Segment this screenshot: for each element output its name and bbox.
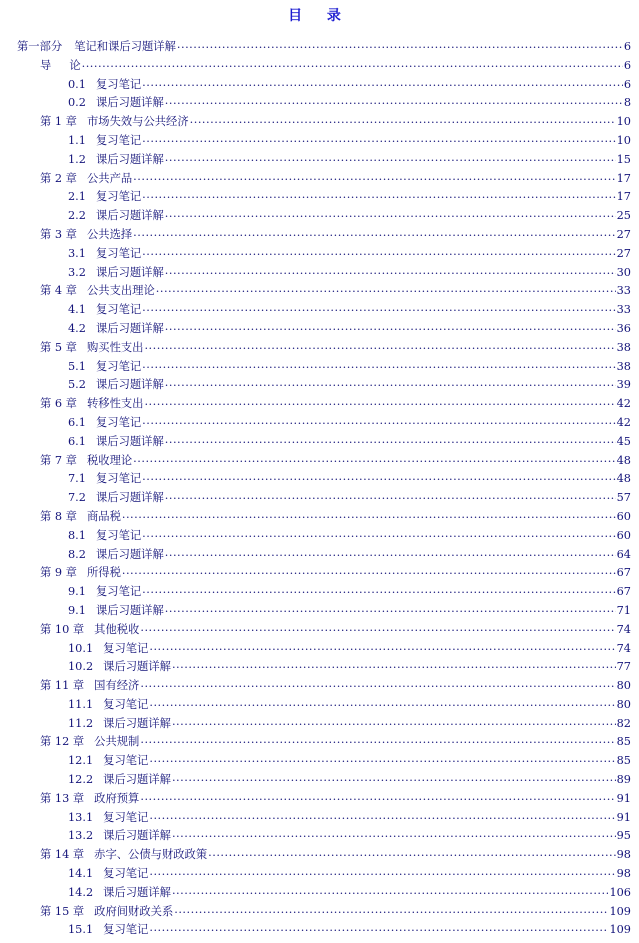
toc-entry-page-number: 33 (616, 303, 631, 317)
toc-entry-page-number: 85 (616, 754, 631, 768)
toc-entry-number: 4.2 (68, 321, 86, 335)
toc-entry-page-number: 17 (616, 171, 631, 185)
toc-entry-page-number: 39 (616, 378, 631, 392)
toc-entry-page-number: 10 (616, 133, 631, 147)
toc-entry-page-number: 6 (623, 77, 631, 91)
toc-entry-number: 2.2 (68, 209, 86, 223)
toc-entry-title: 课后习题详解 (103, 885, 171, 899)
toc-dot-leader (165, 374, 616, 393)
toc-dot-leader (142, 74, 623, 93)
toc-dot-leader (140, 619, 615, 638)
toc-entry-title: 购买性支出 (86, 340, 144, 354)
toc-entry-title: 课后习题详解 (95, 96, 164, 110)
toc-entry-page-number: 48 (616, 472, 631, 486)
toc-dot-leader (142, 186, 615, 205)
toc-entry-title: 复习笔记 (103, 867, 149, 881)
toc-entry-title: 复习笔记 (95, 472, 142, 486)
toc-entry-page-number: 80 (616, 679, 631, 693)
toc-entry-page-number: 8 (623, 96, 631, 110)
toc-entry-title: 公共选择 (86, 227, 133, 241)
toc-entry-title: 复习笔记 (103, 923, 149, 937)
toc-dot-leader (149, 863, 615, 882)
toc-entry-title: 复习笔记 (95, 246, 142, 260)
toc-section-entry[interactable] (0, 921, 639, 940)
toc-dot-leader (142, 525, 615, 544)
page-title: 目 录 (288, 8, 351, 24)
toc-entry-number: 第 8 章 (40, 509, 77, 523)
toc-entry-title: 课后习题详解 (103, 660, 171, 674)
toc-dot-leader (165, 205, 616, 224)
toc-entry-page-number: 57 (616, 491, 631, 505)
toc-entry-number: 8.2 (68, 547, 86, 561)
toc-entry-title: 复习笔记 (95, 359, 142, 373)
toc-dot-leader (140, 675, 615, 694)
toc-entry-number: 13.2 (68, 829, 94, 843)
toc-entry-page-number: 6 (623, 58, 631, 72)
toc-entry-page-number: 60 (616, 509, 631, 523)
toc-entry-title: 课后习题详解 (95, 491, 164, 505)
toc-entry-number: 第 11 章 (40, 679, 85, 693)
toc-dot-leader (142, 356, 615, 375)
toc-entry-page-number: 80 (616, 697, 631, 711)
toc-dot-leader (165, 149, 616, 168)
toc-entry-number: 第 12 章 (40, 735, 85, 749)
toc-dot-leader (165, 318, 616, 337)
toc-entry-number: 第 6 章 (40, 397, 77, 411)
toc-entry-number: 15.1 (68, 923, 94, 937)
toc-entry-number: 2.1 (68, 190, 86, 204)
toc-entry-page-number: 82 (616, 716, 631, 730)
toc-entry-page-number: 85 (616, 735, 631, 749)
toc-entry-number: 6.1 (68, 415, 86, 429)
toc-entry-page-number: 10 (616, 115, 631, 129)
toc-entry-page-number: 74 (616, 622, 631, 636)
toc-entry-number: 9.1 (68, 603, 86, 617)
toc-dot-leader (144, 393, 615, 412)
toc-entry-page-number: 109 (609, 904, 631, 918)
toc-entry-title: 市场失效与公共经济 (86, 115, 189, 129)
toc-entry-number: 13.1 (68, 810, 94, 824)
toc-dot-leader (122, 562, 616, 581)
toc-entry-number: 12.1 (68, 754, 94, 768)
toc-entry-page-number: 27 (616, 246, 631, 260)
toc-entry-number: 第 7 章 (40, 453, 77, 467)
toc-dot-leader (165, 487, 616, 506)
toc-dot-leader (142, 581, 615, 600)
toc-entry-number: 5.2 (68, 378, 86, 392)
toc-entry-page-number: 67 (616, 566, 631, 580)
toc-entry-page-number: 33 (616, 284, 631, 298)
toc-entry-page-number: 109 (609, 923, 631, 937)
toc-entry-page-number: 48 (616, 453, 631, 467)
toc-dot-leader (165, 600, 616, 619)
toc-dot-leader (122, 506, 616, 525)
toc-entry-number: 导 (40, 58, 52, 72)
toc-entry-number: 11.1 (68, 697, 94, 711)
toc-dot-leader (133, 224, 615, 243)
toc-entry-number: 第 5 章 (40, 340, 77, 354)
toc-entry-title: 复习笔记 (103, 697, 149, 711)
toc-entry-number: 10.2 (68, 660, 94, 674)
toc-entry-title: 课后习题详解 (103, 716, 171, 730)
toc-entry-page-number: 77 (616, 660, 631, 674)
toc-dot-leader (82, 55, 623, 74)
toc-entry-title: 复习笔记 (95, 303, 142, 317)
toc-dot-leader (165, 544, 616, 563)
toc-dot-leader (177, 36, 623, 55)
toc-entry-line (68, 921, 631, 940)
toc-entry-page-number: 38 (616, 340, 631, 354)
toc-entry-page-number: 91 (616, 810, 631, 824)
toc-entry-number: 8.1 (68, 528, 86, 542)
toc-dot-leader (133, 450, 615, 469)
toc-entry-title: 复习笔记 (103, 641, 149, 655)
toc-entry-title: 笔记和课后习题详解 (74, 40, 176, 53)
toc-entry-title: 公共产品 (86, 171, 133, 185)
toc-entry-number: 14.2 (68, 885, 94, 899)
toc-entry-number: 第 9 章 (40, 566, 77, 580)
toc-entry-title: 所得税 (86, 566, 121, 580)
toc-entry-title: 复习笔记 (95, 415, 142, 429)
toc-entry-page-number: 67 (616, 585, 631, 599)
toc-entry-number: 第 10 章 (40, 622, 85, 636)
toc-entry-number: 1.1 (68, 133, 86, 147)
toc-entry-title: 其他税收 (94, 622, 140, 636)
toc-entry-page-number: 74 (616, 641, 631, 655)
toc-entry-page-number: 98 (616, 848, 631, 862)
toc-entry-number: 第 13 章 (40, 791, 85, 805)
toc-entry-title: 政府预算 (94, 791, 140, 805)
toc-entry-page-number: 38 (616, 359, 631, 373)
toc-entry-page-number: 106 (609, 885, 631, 899)
toc-entry-number: 11.2 (68, 716, 94, 730)
toc-entry-number: 14.1 (68, 867, 94, 881)
toc-entry-number: 7.1 (68, 472, 86, 486)
toc-dot-leader (140, 731, 615, 750)
toc-dot-leader (165, 431, 616, 450)
toc-dot-leader (172, 882, 608, 901)
toc-dot-leader (190, 111, 616, 130)
toc-entry-number: 第 15 章 (40, 904, 85, 918)
toc-entry-title: 课后习题详解 (95, 378, 164, 392)
toc-entry-page-number: 64 (616, 547, 631, 561)
toc-entry-title: 赤字、公债与财政政策 (94, 848, 208, 862)
toc-entry-title: 国有经济 (94, 679, 140, 693)
toc-entry-number: 3.1 (68, 246, 86, 260)
toc-entry-title: 课后习题详解 (103, 773, 171, 787)
toc-entry-number: 12.2 (68, 773, 94, 787)
toc-dot-leader (165, 262, 616, 281)
toc-entry-title: 商品税 (86, 509, 121, 523)
toc-entry-title: 课后习题详解 (95, 434, 164, 448)
toc-entry-number: 第 14 章 (40, 848, 85, 862)
toc-entry-page-number: 60 (616, 528, 631, 542)
table-of-contents (0, 38, 639, 940)
toc-dot-leader (172, 713, 616, 732)
toc-dot-leader (142, 468, 615, 487)
toc-entry-title: 转移性支出 (86, 397, 144, 411)
toc-entry-page-number: 15 (616, 152, 631, 166)
toc-entry-number: 3.2 (68, 265, 86, 279)
toc-entry-number: 第 1 章 (40, 115, 77, 129)
toc-entry-title: 政府间财政关系 (94, 904, 174, 918)
toc-entry-page-number: 45 (616, 434, 631, 448)
toc-entry-page-number: 91 (616, 791, 631, 805)
toc-dot-leader (149, 807, 615, 826)
toc-dot-leader (149, 694, 615, 713)
toc-dot-leader (165, 92, 623, 111)
toc-dot-leader (149, 919, 608, 938)
toc-entry-title: 复习笔记 (95, 133, 142, 147)
toc-entry-number: 10.1 (68, 641, 94, 655)
toc-entry-page-number: 95 (616, 829, 631, 843)
toc-entry-page-number: 42 (616, 397, 631, 411)
toc-entry-number: 第一部分 (17, 40, 63, 53)
toc-dot-leader (142, 299, 615, 318)
toc-entry-page-number: 42 (616, 415, 631, 429)
toc-entry-title: 复习笔记 (95, 585, 142, 599)
toc-dot-leader (142, 243, 615, 262)
toc-entry-title: 复习笔记 (95, 190, 142, 204)
toc-entry-title: 论 (69, 58, 81, 72)
toc-entry-title: 税收理论 (86, 453, 133, 467)
toc-entry-number: 第 4 章 (40, 284, 77, 298)
toc-dot-leader (172, 825, 616, 844)
toc-dot-leader (142, 130, 615, 149)
toc-entry-number: 0.1 (68, 77, 86, 91)
toc-dot-leader (133, 168, 615, 187)
toc-entry-page-number: 36 (616, 321, 631, 335)
toc-dot-leader (149, 750, 615, 769)
toc-entry-title: 课后习题详解 (95, 265, 164, 279)
toc-entry-number: 1.2 (68, 152, 86, 166)
toc-dot-leader (149, 638, 615, 657)
toc-entry-number: 第 3 章 (40, 227, 77, 241)
toc-entry-title: 公共支出理论 (86, 284, 155, 298)
toc-entry-number: 9.1 (68, 585, 86, 599)
toc-entry-page-number: 30 (616, 265, 631, 279)
toc-dot-leader (174, 901, 608, 920)
toc-entry-number: 4.1 (68, 303, 86, 317)
toc-dot-leader (144, 337, 615, 356)
toc-entry-title: 课后习题详解 (95, 209, 164, 223)
toc-entry-title: 复习笔记 (95, 77, 142, 91)
toc-dot-leader (142, 412, 615, 431)
toc-entry-title: 课后习题详解 (103, 829, 171, 843)
toc-entry-number: 0.2 (68, 96, 86, 110)
toc-dot-leader (156, 280, 616, 299)
toc-entry-title: 课后习题详解 (95, 321, 164, 335)
toc-entry-number: 6.1 (68, 434, 86, 448)
toc-entry-number: 7.2 (68, 491, 86, 505)
toc-entry-page-number: 25 (616, 209, 631, 223)
toc-entry-title: 复习笔记 (95, 528, 142, 542)
toc-entry-number: 5.1 (68, 359, 86, 373)
toc-entry-page-number: 6 (623, 40, 631, 53)
toc-entry-title: 公共规制 (94, 735, 140, 749)
toc-entry-title: 课后习题详解 (95, 603, 164, 617)
toc-entry-title: 复习笔记 (103, 810, 149, 824)
toc-dot-leader (172, 656, 616, 675)
toc-entry-page-number: 98 (616, 867, 631, 881)
toc-dot-leader (208, 844, 615, 863)
toc-entry-page-number: 27 (616, 227, 631, 241)
toc-entry-page-number: 17 (616, 190, 631, 204)
toc-entry-title: 课后习题详解 (95, 547, 164, 561)
toc-entry-number: 第 2 章 (40, 171, 77, 185)
toc-entry-title: 课后习题详解 (95, 152, 164, 166)
toc-entry-title: 复习笔记 (103, 754, 149, 768)
toc-entry-page-number: 71 (616, 603, 631, 617)
toc-dot-leader (172, 769, 616, 788)
toc-dot-leader (140, 788, 615, 807)
toc-entry-page-number: 89 (616, 773, 631, 787)
